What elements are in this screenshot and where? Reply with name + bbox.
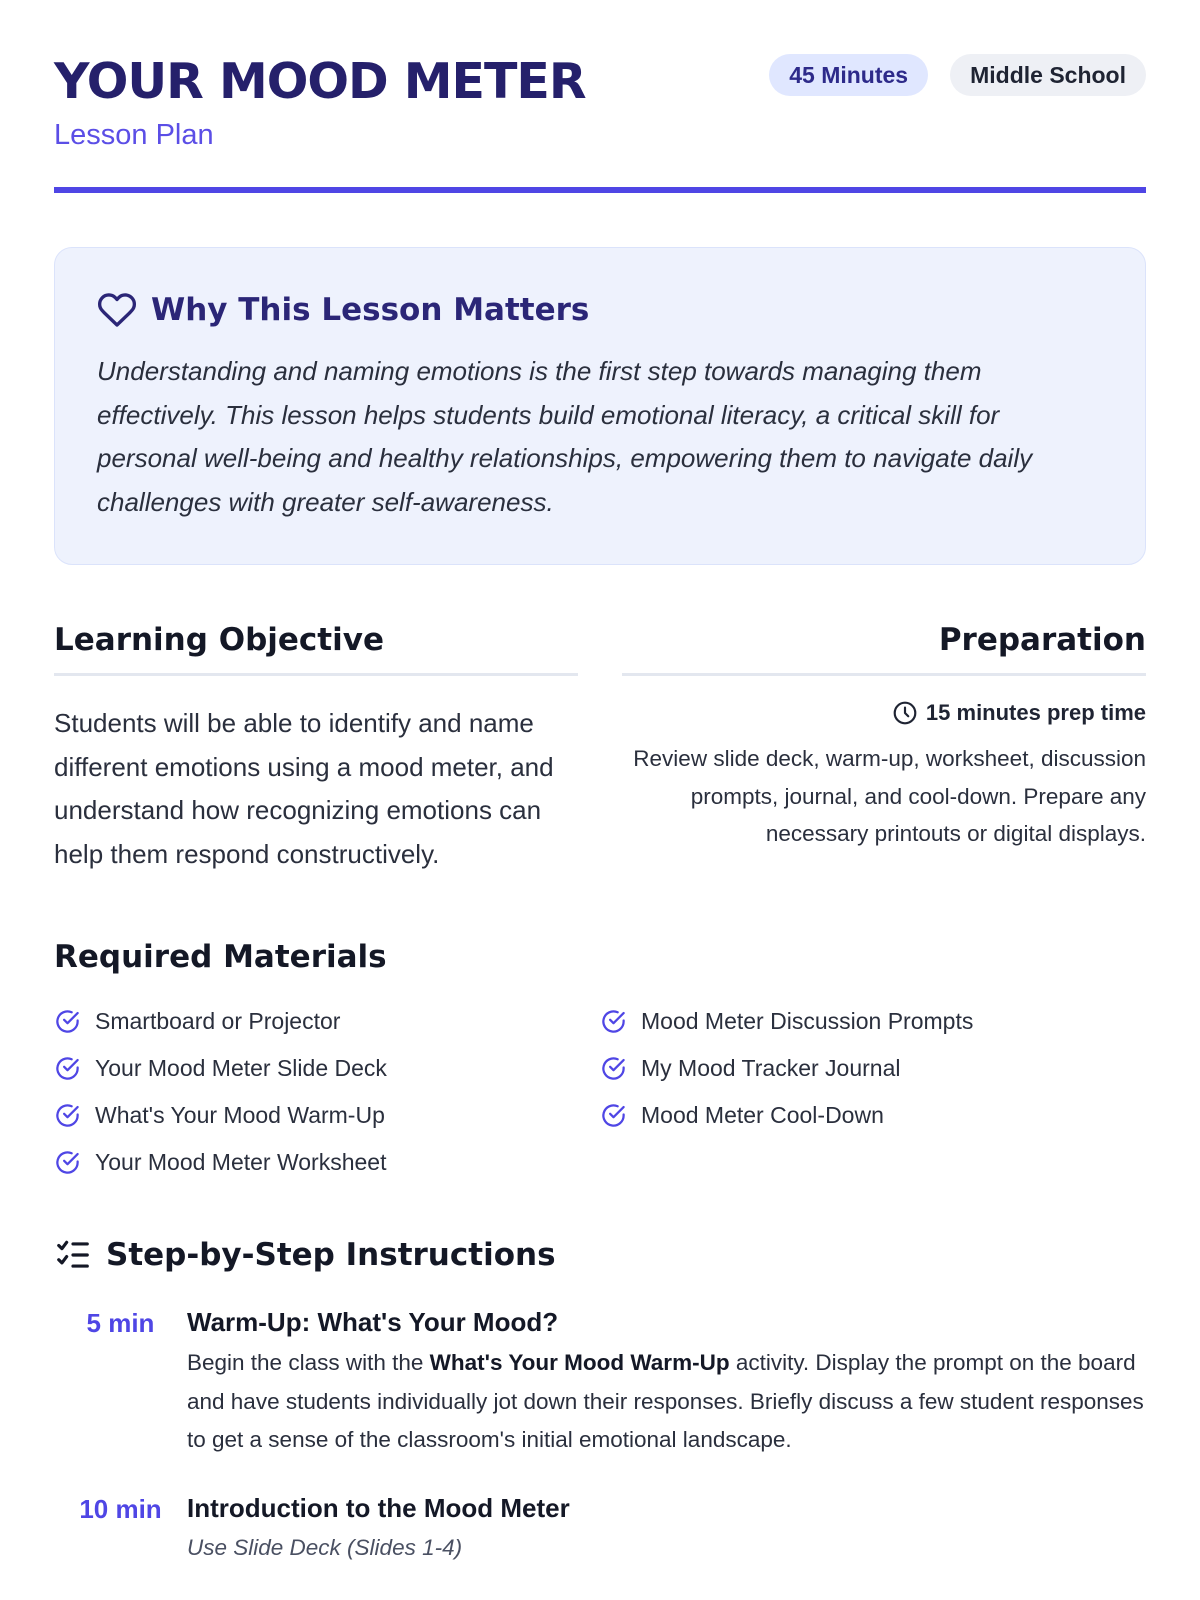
why-title: Why This Lesson Matters [151, 292, 590, 328]
why-text: Understanding and naming emotions is the first step towards managing them effectively. This lesson helps students build emotional literacy, a critical skill for personal well-being and healthy relationships, empowering them to navigate daily challenges with greater self-awareness. [97, 356, 1033, 517]
material-item [600, 1045, 1146, 1092]
learning-objective-section [54, 621, 578, 876]
material-label: My Mood Tracker Journal [641, 1055, 901, 1081]
step-by-step-section [54, 1236, 1146, 1566]
material-label: Mood Meter Discussion Prompts [641, 1008, 974, 1034]
preparation-text: Review slide deck, warm-up, worksheet, discussion prompts, journal, and cool-down. Prepare any necessary printouts or digital displays. [633, 746, 1146, 846]
check-circle-icon [54, 1102, 81, 1129]
check-circle-icon [54, 1008, 81, 1035]
check-circle-icon [600, 1055, 627, 1082]
step-title: Warm-Up: What's Your Mood? [187, 1307, 559, 1337]
step-description: Begin the class with the What's Your Mood Warm-Up activity. Display the prompt on the board and have students individually jot down their responses. Briefly discuss a few student responses to get a sense of the classroom's initial emotional landscape. [187, 1350, 1144, 1452]
learning-objective-title: Learning Objective [54, 621, 578, 676]
step-duration: 10 min [79, 1493, 162, 1524]
steps-title: Step-by-Step Instructions [106, 1237, 556, 1273]
step-item [54, 1490, 1146, 1566]
required-materials-section [54, 938, 1146, 1186]
page-title: YOUR MOOD METER [54, 53, 586, 110]
required-materials-title: Required Materials [54, 939, 387, 975]
heart-icon [97, 290, 137, 330]
material-label: Your Mood Meter Slide Deck [95, 1055, 387, 1081]
material-item [54, 1045, 600, 1092]
step-subtitle: Use Slide Deck (Slides 1-4) [187, 1534, 463, 1560]
step-title: Introduction to the Mood Meter [187, 1492, 570, 1523]
lesson-header [54, 0, 1146, 193]
step-duration: 5 min [86, 1308, 155, 1338]
step-body [187, 1304, 1146, 1460]
preparation-section [622, 621, 1146, 876]
why-lesson-matters-panel [54, 247, 1146, 565]
check-circle-icon [600, 1008, 627, 1035]
check-circle-icon [54, 1149, 81, 1176]
grade-level-badge: Middle School [950, 54, 1146, 96]
objective-preparation-row [54, 621, 1146, 876]
material-label: Smartboard or Projector [95, 1008, 341, 1034]
material-item [54, 1139, 600, 1186]
material-item [54, 1092, 600, 1139]
materials-list-left [54, 998, 600, 1186]
material-label: What's Your Mood Warm-Up [95, 1102, 385, 1128]
material-item [54, 998, 600, 1045]
step-body [187, 1490, 1146, 1566]
material-label: Your Mood Meter Worksheet [95, 1149, 387, 1175]
step-material-ref: What's Your Mood Warm-Up [429, 1350, 730, 1375]
check-circle-icon [600, 1102, 627, 1129]
why-heading-row [97, 290, 1103, 330]
duration-badge: 45 Minutes [769, 54, 928, 96]
learning-objective-text: Students will be able to identify and name different emotions using a mood meter, and understand how recognizing emotions can help them respond constructively. [54, 708, 554, 869]
page-subtitle: Lesson Plan [54, 119, 214, 151]
prep-time-row [622, 700, 1146, 726]
material-label: Mood Meter Cool-Down [641, 1102, 884, 1128]
clock-icon [892, 700, 918, 726]
materials-grid [54, 998, 1146, 1186]
materials-list-right [600, 998, 1146, 1186]
step-item [54, 1304, 1146, 1460]
prep-time-label: 15 minutes prep time [925, 700, 1146, 725]
badge-group [769, 54, 1146, 96]
steps-heading-row [54, 1236, 1146, 1274]
material-item [600, 1092, 1146, 1139]
checklist-icon [54, 1236, 92, 1274]
material-item [600, 998, 1146, 1045]
preparation-title: Preparation [622, 621, 1146, 676]
check-circle-icon [54, 1055, 81, 1082]
